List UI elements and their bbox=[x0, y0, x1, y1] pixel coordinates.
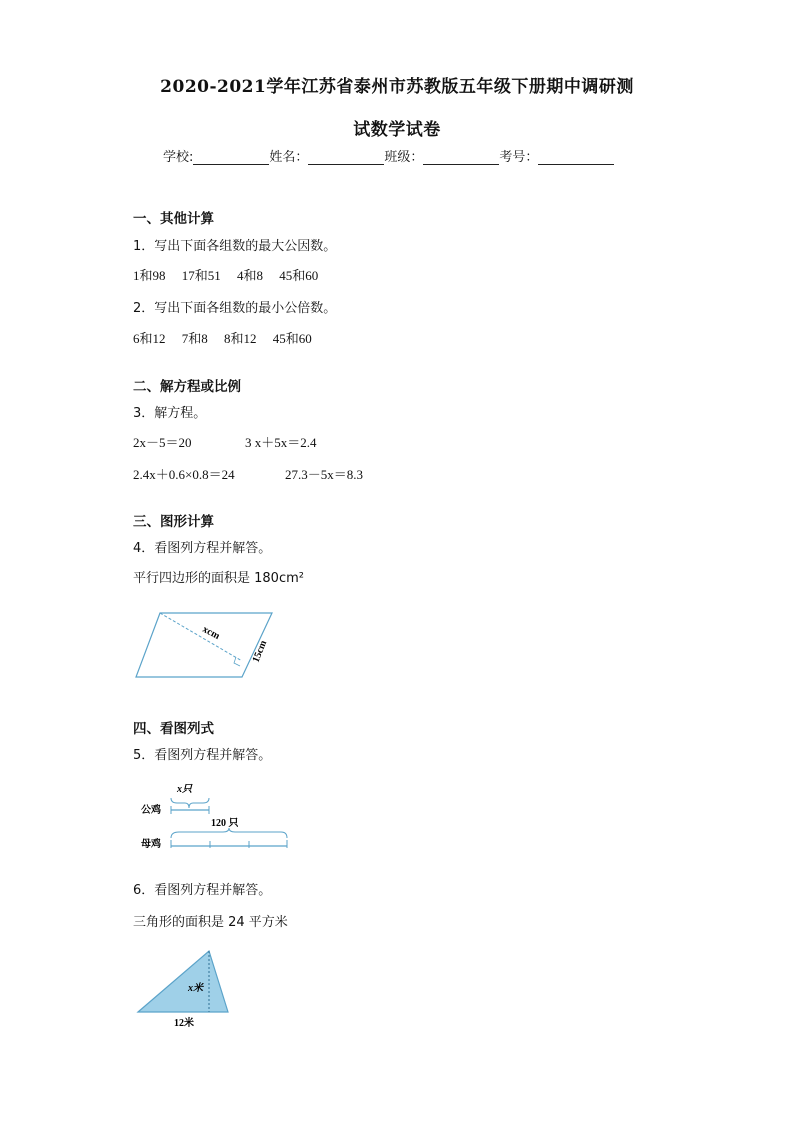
section-2-heading: 二、解方程或比例 bbox=[133, 379, 241, 395]
q1-item: 4和8 bbox=[237, 268, 264, 283]
section-1-heading: 一、其他计算 bbox=[133, 211, 214, 227]
class-label: 班级： bbox=[384, 150, 424, 165]
equation-1: 2x－5＝20 bbox=[133, 435, 192, 450]
question-1-text: 1．写出下面各组数的最大公因数。 bbox=[133, 239, 337, 254]
label-x-cm: xcm bbox=[200, 623, 222, 642]
q1-item: 45和60 bbox=[279, 268, 319, 283]
question-2-items bbox=[133, 328, 312, 347]
question-5-text: 5．看图列方程并解答。 bbox=[133, 748, 272, 763]
question-2-text: 2．写出下面各组数的最小公倍数。 bbox=[133, 301, 337, 316]
class-field[interactable] bbox=[423, 150, 499, 165]
exam-no-label: 考号： bbox=[499, 150, 539, 165]
triangle-figure bbox=[130, 945, 240, 1035]
question-6-text: 6．看图列方程并解答。 bbox=[133, 883, 272, 898]
equation-3: 2.4x＋0.6×0.8＝24 bbox=[133, 467, 235, 482]
question-6-description: 三角形的面积是 24 平方米 bbox=[133, 915, 288, 930]
rooster-brace bbox=[171, 798, 209, 808]
question-4-text: 4．看图列方程并解答。 bbox=[133, 541, 272, 556]
label-12-mi: 12米 bbox=[174, 1018, 194, 1029]
question-3-text: 3．解方程。 bbox=[133, 406, 207, 421]
q2-item: 45和60 bbox=[272, 331, 312, 346]
label-x-zhi: x只 bbox=[177, 784, 192, 795]
name-label: 姓名： bbox=[269, 150, 309, 165]
chicken-bar-diagram bbox=[135, 778, 295, 854]
label-15cm: 15cm bbox=[250, 638, 270, 665]
parallelogram-figure bbox=[130, 605, 280, 685]
school-label: 学校: bbox=[163, 150, 194, 165]
question-1-items bbox=[133, 265, 318, 284]
page-title-line2: 试数学试卷 bbox=[353, 120, 441, 140]
hen-label: 母鸡 bbox=[141, 839, 161, 850]
label-120-zhi: 120 只 bbox=[211, 818, 239, 829]
page-title-line1: 2020-2021学年江苏省泰州市苏教版五年级下册期中调研测 bbox=[160, 77, 634, 97]
q2-item: 7和8 bbox=[181, 331, 208, 346]
q1-item: 1和98 bbox=[133, 268, 166, 283]
rooster-label: 公鸡 bbox=[141, 805, 161, 816]
triangle-shape bbox=[138, 951, 228, 1012]
hen-brace bbox=[171, 828, 287, 838]
section-4-heading: 四、看图列式 bbox=[133, 721, 214, 737]
question-4-description: 平行四边形的面积是 180cm² bbox=[133, 571, 304, 586]
q2-item: 8和12 bbox=[224, 331, 257, 346]
parallelogram-height-line bbox=[160, 613, 242, 661]
equation-2: 3 x＋5x＝2.4 bbox=[245, 435, 317, 450]
name-field[interactable] bbox=[308, 150, 384, 165]
parallelogram-shape bbox=[136, 613, 272, 677]
exam-no-field[interactable] bbox=[538, 150, 614, 165]
right-angle-mark bbox=[234, 657, 240, 666]
equation-4: 27.3－5x＝8.3 bbox=[285, 467, 364, 482]
q2-item: 6和12 bbox=[133, 331, 166, 346]
q1-item: 17和51 bbox=[181, 268, 221, 283]
school-field[interactable] bbox=[193, 150, 269, 165]
section-3-heading: 三、图形计算 bbox=[133, 514, 214, 530]
label-x-mi: x米 bbox=[188, 983, 203, 994]
student-info-row bbox=[163, 146, 614, 165]
